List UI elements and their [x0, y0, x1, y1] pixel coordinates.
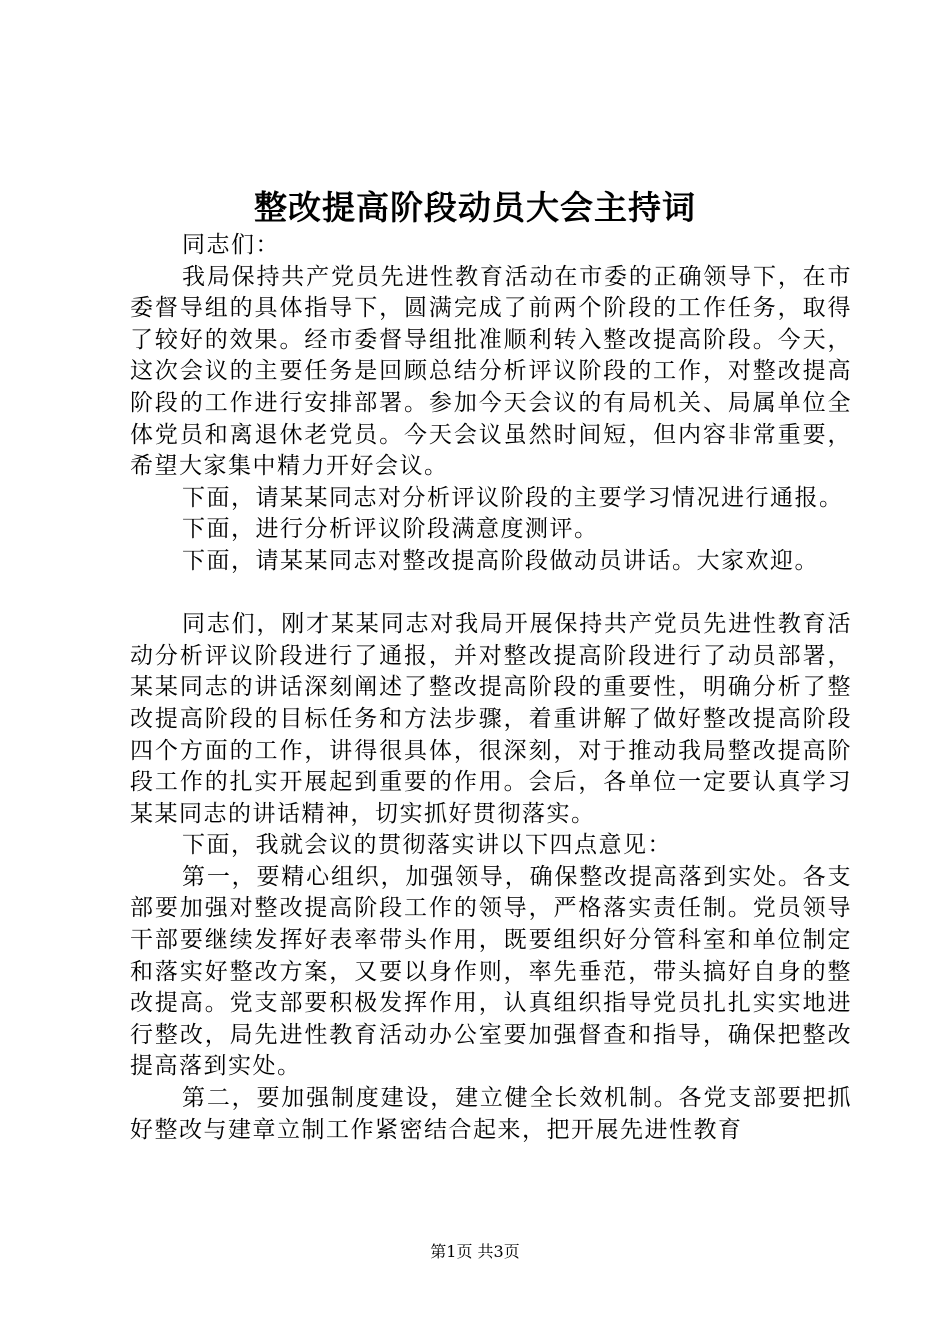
evaluation-paragraph: 下面，进行分析评议阶段满意度测评。 [182, 516, 599, 543]
opening-paragraph: 我局保持共产党员先进性教育活动在市委的正确领导下，在市委督导组的具体指导下，圆满完成了前两个阶段的工作任务，取得了较好的效果。经市委督导组批准顺利转入整改提高阶段。今天，这次会议的主要任务是回顾总结分析评议阶段的工作，对整改提高阶段的工作进行安排部署。参加今天会议的有局机关、局属单位全体党员和离退休老党员。今天会议虽然时间短，但内容非常重要，希望大家集中精力开好会议。 [130, 263, 852, 480]
document-body [130, 230, 852, 1146]
page-footer: 第1页 共3页 [430, 1242, 520, 1261]
document-title: 整改提高阶段动员大会主持词 [254, 188, 696, 227]
summary-paragraph: 同志们，刚才某某同志对我局开展保持共产党员先进性教育活动分析评议阶段进行了通报，并对整改提高阶段进行了动员部署，某某同志的讲话深刻阐述了整改提高阶段的重要性，明确分析了整改提高阶段的目标任务和方法步骤，着重讲解了做好整改提高阶段四个方面的工作，讲得很具体，很深刻，对于推动我局整改提高阶段工作的扎实开展起到重要的作用。会后，各单位一定要认真学习某某同志的讲话精神，切实抓好贯彻落实。 [130, 611, 852, 827]
report-paragraph: 下面，请某某同志对分析评议阶段的主要学习情况进行通报。 [182, 484, 844, 511]
opinions-intro-paragraph: 下面，我就会议的贯彻落实讲以下四点意见： [182, 832, 672, 859]
first-point-paragraph: 第一，要精心组织，加强领导，确保整改提高落到实处。各支部要加强对整改提高阶段工作的领导，严格落实责任制。党员领导干部要继续发挥好表率带头作用，既要组织好分管科室和单位制定和落实好整改方案，又要以身作则，率先垂范，带头搞好自身的整改提高。党支部要积极发挥作用，认真组织指导党员扎扎实实地进行整改，局先进性教育活动办公室要加强督查和指导，确保把整改提高落到实处。 [130, 863, 852, 1080]
salutation-paragraph: 同志们： [182, 232, 280, 258]
second-point-paragraph: 第二，要加强制度建设，建立健全长效机制。各党支部要把抓好整改与建章立制工作紧密结合起来，把开展先进性教育 [130, 1085, 852, 1143]
blank-line [130, 578, 852, 610]
speech-paragraph: 下面，请某某同志对整改提高阶段做动员讲话。大家欢迎。 [182, 547, 819, 574]
